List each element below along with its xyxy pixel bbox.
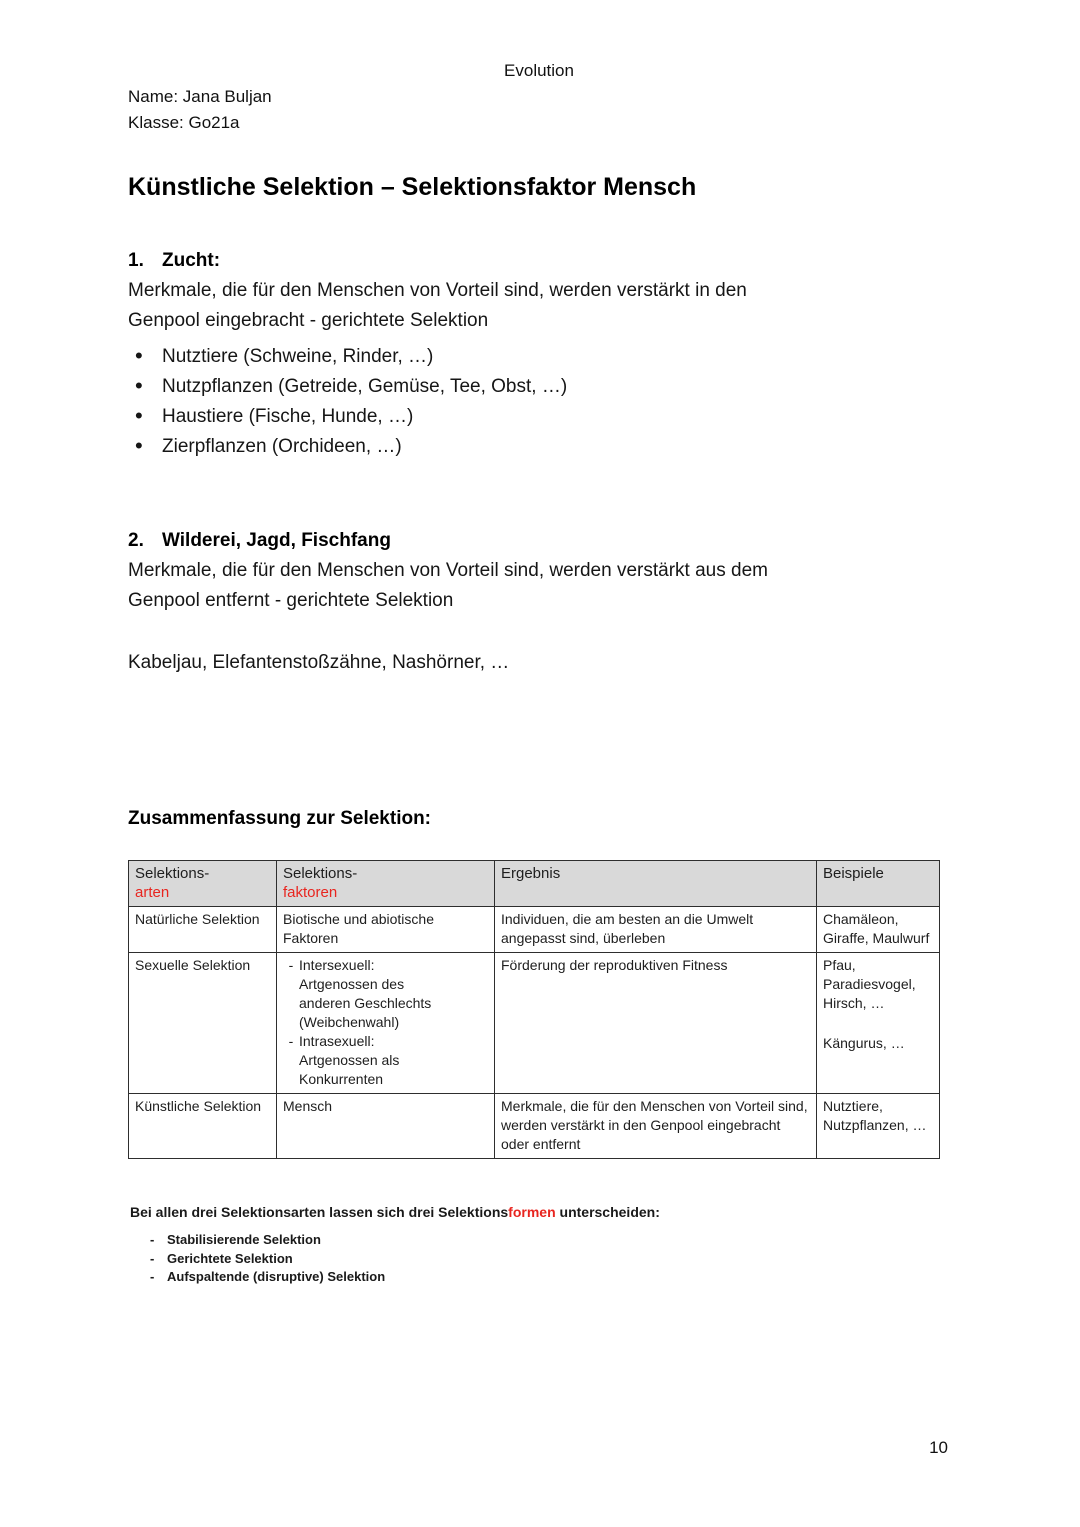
header-selektionsfaktoren [277, 861, 495, 907]
beispiele-group-1: Pfau, Paradiesvogel, Hirsch, … [823, 957, 916, 1011]
page-number: 10 [929, 1438, 948, 1457]
note-text: unterscheiden: [555, 1204, 660, 1220]
list-item: • Nutztiere (Schweine, Rinder, …) [128, 342, 950, 372]
table-row-kuenstliche-selektion [129, 1094, 940, 1159]
section-number: 2. [128, 530, 144, 551]
header-selektionsarten [129, 861, 277, 907]
header-line: Ergebnis [501, 865, 561, 882]
faktoren-line: (Weibchenwahl) [299, 1014, 400, 1030]
section-heading-text: Zucht: [162, 250, 221, 271]
note-text-red: formen [508, 1204, 556, 1220]
cell-faktoren: Mensch [277, 1094, 495, 1159]
header-line: Selektions- [283, 865, 358, 882]
table-row-sexuelle-selektion [129, 953, 940, 1094]
student-name: Name: Jana Buljan [128, 87, 272, 106]
student-class: Klasse: Go21a [128, 113, 240, 132]
document-header-title: Evolution [504, 61, 574, 80]
section-wilderei [128, 526, 950, 678]
header-line: Beispiele [823, 865, 884, 882]
cell-arten: Natürliche Selektion [129, 907, 277, 953]
list-item: • Nutzpflanzen (Getreide, Gemüse, Tee, Obst, …) [128, 372, 950, 402]
cell-beispiele [817, 953, 940, 1094]
header-line-red: arten [135, 884, 170, 901]
list-item: - Stabilisierende Selektion [150, 1231, 950, 1250]
header-beispiele [817, 861, 940, 907]
faktoren-label: - Intersexuell: [299, 957, 375, 973]
section-zucht-body-line: Genpool eingebracht - gerichtete Selektion [128, 310, 489, 331]
header-line: Selektions- [135, 865, 210, 882]
note-text: Bei allen drei Selektionsarten lassen sich drei Selektions [130, 1204, 509, 1220]
summary-heading: Zusammenfassung zur Selektion: [128, 808, 432, 829]
table-row-natuerliche-selektion [129, 907, 940, 953]
faktoren-line: Artgenossen als [299, 1052, 400, 1068]
selektionsformen-note [130, 1203, 950, 1222]
zucht-bullet-list [128, 342, 950, 462]
section-wilderei-heading [128, 526, 950, 556]
faktoren-dash-body [299, 1032, 488, 1089]
list-item: • Zierpflanzen (Orchideen, …) [128, 432, 950, 462]
cell-faktoren [277, 953, 495, 1094]
faktoren-dash-item [283, 1032, 488, 1089]
section-wilderei-body-line: Genpool entfernt - gerichtete Selektion [128, 590, 454, 611]
selection-summary-table [128, 860, 940, 1159]
section-zucht [128, 246, 950, 462]
section-wilderei-examples: Kabeljau, Elefantenstoßzähne, Nashörner, … [128, 652, 510, 673]
faktoren-dash-body [299, 956, 488, 1032]
cell-beispiele: Nutztiere, Nutzpflanzen, … [817, 1094, 940, 1159]
page-title: Künstliche Selektion – Selektionsfaktor Mensch [128, 173, 697, 201]
faktoren-label: - Intrasexuell: [299, 1033, 375, 1049]
section-heading-text: Wilderei, Jagd, Fischfang [162, 530, 391, 551]
document-meta [128, 84, 950, 136]
section-zucht-body-line: Merkmale, die für den Menschen von Vorteil sind, werden verstärkt in den [128, 280, 747, 301]
faktoren-line: Artgenossen des [299, 976, 405, 992]
section-number: 1. [128, 250, 144, 271]
beispiele-group-2: Kängurus, … [823, 1035, 905, 1051]
cell-ergebnis: Individuen, die am besten an die Umwelt angepasst sind, überleben [495, 907, 817, 953]
cell-faktoren: Biotische und abiotische Faktoren [277, 907, 495, 953]
section-zucht-heading [128, 246, 950, 276]
faktoren-line: Konkurrenten [299, 1071, 384, 1087]
list-item: - Gerichtete Selektion [150, 1250, 950, 1269]
cell-ergebnis: Förderung der reproduktiven Fitness [495, 953, 817, 1094]
cell-ergebnis: Merkmale, die für den Menschen von Vorteil sind, werden verstärkt in den Genpool eingebracht oder entfernt [495, 1094, 817, 1159]
selektionsformen-list [128, 1231, 950, 1287]
faktoren-line: anderen Geschlechts [299, 995, 432, 1011]
cell-arten: Künstliche Selektion [129, 1094, 277, 1159]
header-line-red: faktoren [283, 884, 338, 901]
cell-beispiele: Chamäleon, Giraffe, Maulwurf [817, 907, 940, 953]
list-item: • Haustiere (Fische, Hunde, …) [128, 402, 950, 432]
cell-spacer [823, 1013, 933, 1034]
section-wilderei-body-line: Merkmale, die für den Menschen von Vorteil sind, werden verstärkt aus dem [128, 560, 768, 581]
header-ergebnis [495, 861, 817, 907]
faktoren-dash-item [283, 956, 488, 1032]
table-header-row [129, 861, 940, 907]
cell-arten: Sexuelle Selektion [129, 953, 277, 1094]
list-item: - Aufspaltende (disruptive) Selektion [150, 1268, 950, 1287]
